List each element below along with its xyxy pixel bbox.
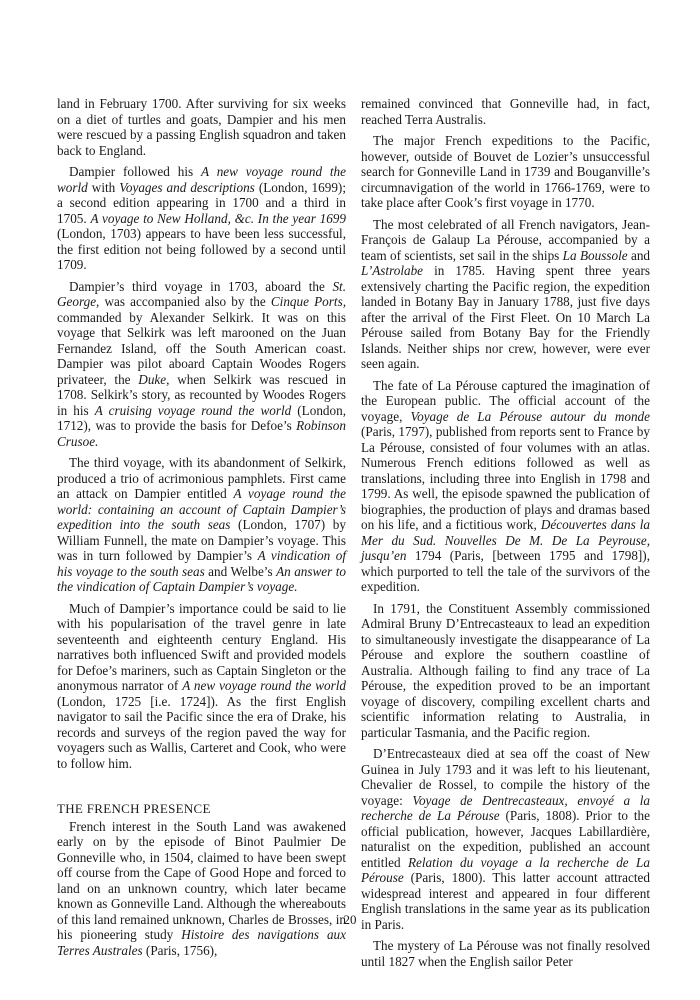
italic-title: A vindication of his voyage to the south seas [57,548,347,579]
italic-title: Relation du voyage a la recherche de La Pérouse [361,854,650,885]
italic-title: St. George, [57,278,346,309]
italic-title: A voyage to New Holland, &c. In the year 1699 [90,210,346,226]
paragraph: The fate of La Pérouse captured the imagination of the European public. The official account of the voyage, Voyage de La Pérouse autour du monde (Paris, 1797), published from reports sent to France by La Pérouse, consisted of four volumes with an atlas. Numerous French editions followed as well as translations, including three into English in 1798 and 1799. As well, the episode spawned the publication of biographies, the production of plays and dramas based on his life, and a fictitious work, Découvertes dans la Mer du Sud. Nouvelles De M. De La Peyrouse, jusqu’en 1794 (Paris, [between 1795 and 1798]), which purported to tell the tale of the survivors of the expedition. [361,377,651,594]
italic-title: Voyage de Dentrecasteaux, envoyé a la recherche de La Pérouse [361,792,651,823]
italic-title: Voyages and descriptions [119,179,255,195]
paragraph: land in February 1700. After surviving for six weeks on a diet of turtles and goats, Dampier and his men were rescued by a passing English squadron and taken back to England. [57,96,346,158]
paragraph: Much of Dampier’s importance could be said to lie with his popularisation of the travel genre in late seventeenth and eighteenth century England. His narratives both influenced Swift and provided models for Defoe’s mariners, such as Captain Singleton or the anonymous narrator of A new voyage round the world (London, 1725 [i.e. 1724]). As the first English navigator to sail the Pacific since the era of Drake, his records and surveys of the region paved the way for voyagers such as Wallis, Carteret and Cook, who were to follow him. [57,600,346,771]
paragraph: Dampier followed his A new voyage round the world with Voyages and descriptions (London, 1699); a second edition appearing in 1700 and a third in 1705. A voyage to New Holland, &c. In the year 1699 (London, 1703) appears to have been less successful, the first edition not being followed by a second until 1709. [57,164,347,272]
paragraph: The most celebrated of all French navigators, Jean-François de Galaup La Pérouse, accompanied by a team of scientists, set sail in the ships La Boussole and L’Astrolabe in 1785. Having spent three years extensively charting the Pacific region, the expedition landed in Botany Bay in January 1788, just five days after the arrival of the First Fleet. On 10 March La Pérouse sailed from Botany Bay for the Friendly Islands. Neither ships nor crew, however, were ever seen again. [361,216,651,371]
italic-title: Robinson Crusoe. [57,418,346,449]
right-column [361,96,650,975]
italic-title: An answer to the vindication of Captain Dampier’s voyage. [57,563,347,594]
left-column [57,96,346,964]
paragraph: In 1791, the Constituent Assembly commissioned Admiral Bruny D’Entrecasteaux to lead an expedition to simultaneously investigate the disappearance of La Pérouse and explore the southern coastline of Australia. Although failing to find any trace of La Pérouse, the expedition proved to be an important voyage of discovery, compiling excellent charts and scientific information relating to Australia, in particular Tasmania, and the Pacific region. [361,600,650,740]
italic-title: A new voyage round the world [182,678,346,693]
italic-title: L’Astrolabe [361,263,424,278]
italic-title: A cruising voyage round the world [94,402,292,418]
italic-title: Découvertes dans la Mer du Sud. Nouvelles De M. De La Peyrouse, jusqu’en [361,517,651,563]
italic-title: A voyage round the world: containing an account of Captain Dampier’s expedition into the south seas [57,486,346,532]
section-heading: THE FRENCH PRESENCE [57,801,211,816]
page-number: 20 [343,912,357,927]
paragraph: The major French expeditions to the Pacific, however, outside of Bouvet de Lozier’s unsuccessful search for Gonneville Land in 1739 and Bouganville’s circumnavigation of the world in 1766-1769, were to take place after Cook’s first voyage in 1770. [361,133,650,210]
italic-title: A new voyage round the world [57,164,347,195]
paragraph: The third voyage, with its abandonment of Selkirk, produced a trio of acrimonious pamphlets. First came an attack on Dampier entitled A voyage round the world: containing an account of Captain Dampier’s expedition into the south seas (London, 1707) by William Funnell, the mate on Dampier’s voyage. This was in turn followed by Dampier’s A vindication of his voyage to the south seas and Welbe’s An answer to the vindication of Captain Dampier’s voyage. [57,455,347,594]
paragraph: The mystery of La Pérouse was not finally resolved until 1827 when the English sailor Peter [361,938,650,969]
italic-title: La Boussole [562,247,628,263]
paragraph: remained convinced that Gonneville had, in fact, reached Terra Australis. [361,96,650,127]
italic-title: Histoire des navigations aux Terres Australes [57,927,346,958]
paragraph: Dampier’s third voyage in 1703, aboard the St. George, was accompanied also by the Cinque Ports, commanded by Alexander Selkirk. It was on this voyage that Selkirk was left marooned on the Juan Fernandez Island, off the South American coast. Dampier was pilot aboard Captain Woodes Rogers privateer, the Duke, when Selkirk was rescued in 1708. Selkirk’s story, as recounted by Woodes Rogers in his A cruising voyage round the world (London, 1712), was to provide the basis for Defoe’s Robinson Crusoe. [57,278,346,449]
italic-title: Duke, [138,371,170,387]
paragraph: French interest in the South Land was awakened early on by the episode of Binot Paulmier De Gonneville who, in 1504, claimed to have been swept off course from the Cape of Good Hope and forced to land on an unknown country, which later became known as Gonneville Land. Although the whereabouts of this land remained unknown, Charles de Brosses, in his pioneering study Histoire des navigations aux Terres Australes (Paris, 1756), [57,818,346,958]
italic-title: Voyage de La Pérouse autour du monde [410,408,650,424]
italic-title: Cinque Ports, [270,294,346,309]
paragraph: D’Entrecasteaux died at sea off the coast of New Guinea in July 1793 and it was left to his lieutenant, Chevalier de Rossel, to compile the history of the voyage: Voyage de Dentrecasteaux, envoyé a la recherche de La Pérouse (Paris, 1808). Prior to the official publication, however, Jacques Labillardière, naturalist on the expedition, published an account entitled Relation du voyage a la recherche de La Pérouse (Paris, 1800). This latter account attracted widespread interest and appeared in four different English translations in the same year as its publication in Paris. [361,746,651,932]
